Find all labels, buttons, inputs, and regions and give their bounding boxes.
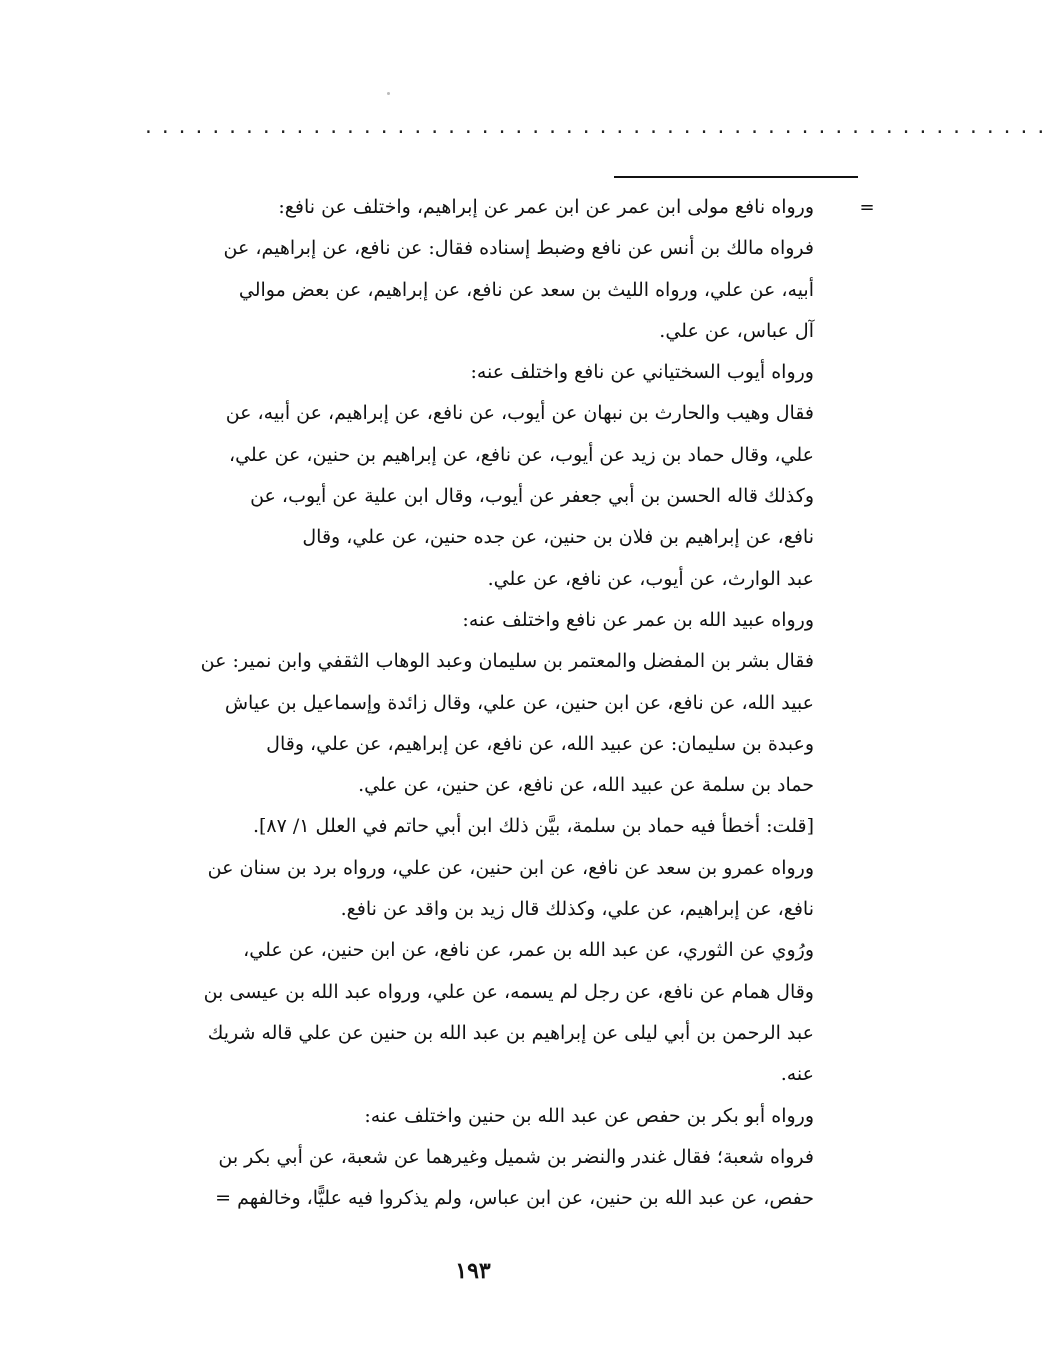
- page-number: ١٩٣: [455, 1258, 491, 1284]
- text-line: ورواه أبو بكر بن حفص عن عبد الله بن حنين واختلف عنه:: [364, 1104, 814, 1127]
- text-line: أبيه، عن علي، ورواه الليث بن سعد عن نافع، عن إبراهيم، عن بعض موالي: [238, 278, 814, 301]
- text-line: فرواه مالك بن أنس عن نافع وضبط إسناده فقال: عن نافع، عن إبراهيم، عن: [223, 237, 814, 260]
- text-line: وعبدة بن سليمان: عن عبيد الله، عن نافع، عن إبراهيم، عن علي، وقال: [266, 732, 814, 755]
- text-line: نافع، عن إبراهيم، عن علي، وكذلك قال زيد بن واقد عن نافع.: [340, 898, 814, 921]
- text-line: عبيد الله، عن نافع، عن ابن حنين، عن علي، وقال زائدة وإسماعيل بن عياش: [224, 691, 814, 714]
- text-line: حفص، عن عبد الله بن حنين، عن ابن عباس، ولم يذكروا فيه عليًّا، وخالفهم =: [215, 1187, 814, 1210]
- text-line: فقال بشر بن المفضل والمعتمر بن سليمان وعبد الوهاب الثقفي وابن نمير: عن: [200, 650, 814, 673]
- continuation-mark: =: [859, 197, 875, 218]
- text-line: وقال همام عن نافع، عن رجل لم يسمه، عن علي، ورواه عبد الله بن عيسى بن: [203, 980, 814, 1003]
- text-line: فقال وهيب والحارث بن نبهان عن أيوب، عن نافع، عن إبراهيم، عن أبيه، عن: [225, 402, 814, 425]
- text-line: وكذلك قاله الحسن بن أبي جعفر عن أيوب، وقال ابن علية عن أيوب، عن: [250, 485, 814, 508]
- text-line: ورواه عبيد الله بن عمر عن نافع واختلف عنه:: [462, 608, 814, 631]
- text-line: عنه.: [780, 1063, 814, 1086]
- text-line: علي، وقال حماد بن زيد عن أيوب، عن نافع، عن إبراهيم بن حنين، عن علي،: [228, 443, 814, 466]
- dotted-separator: ......................................................: [143, 117, 1052, 138]
- text-line: ورواه نافع مولى ابن عمر عن ابن عمر عن إبراهيم، واختلف عن نافع:: [278, 196, 814, 218]
- text-line: ورواه عمرو بن سعد عن نافع، عن ابن حنين، عن علي، ورواه برد بن سنان عن: [207, 856, 814, 879]
- text-line: عبد الوارث، عن أيوب، عن نافع، عن علي.: [487, 567, 814, 590]
- footnote-rule: [614, 176, 858, 178]
- footnote-text: [124, 187, 814, 1219]
- text-line: آل عباس، عن علي.: [659, 319, 814, 342]
- scan-speck: [387, 92, 390, 95]
- text-line: حماد بن سلمة عن عبيد الله، عن نافع، عن حنين، عن علي.: [358, 774, 814, 797]
- text-line: ورُوي عن الثوري، عن عبد الله بن عمر، عن نافع، عن ابن حنين، عن علي،: [243, 939, 814, 962]
- text-line: نافع، عن إبراهيم بن فلان بن حنين، عن جده حنين، عن علي، وقال: [302, 526, 814, 549]
- text-line: فرواه شعبة؛ فقال غندر والنضر بن شميل وغيرهما عن شعبة، عن أبي بكر بن: [218, 1145, 814, 1168]
- text-line: [قلت: أخطأ فيه حماد بن سلمة، بيَّن ذلك ابن أبي حاتم في العلل ١/ ٨٧].: [252, 815, 814, 838]
- text-line: ورواه أيوب السختياني عن نافع واختلف عنه:: [470, 361, 814, 384]
- text-line: عبد الرحمن بن أبي ليلى عن إبراهيم بن عبد الله بن حنين عن علي قاله شريك: [207, 1021, 814, 1044]
